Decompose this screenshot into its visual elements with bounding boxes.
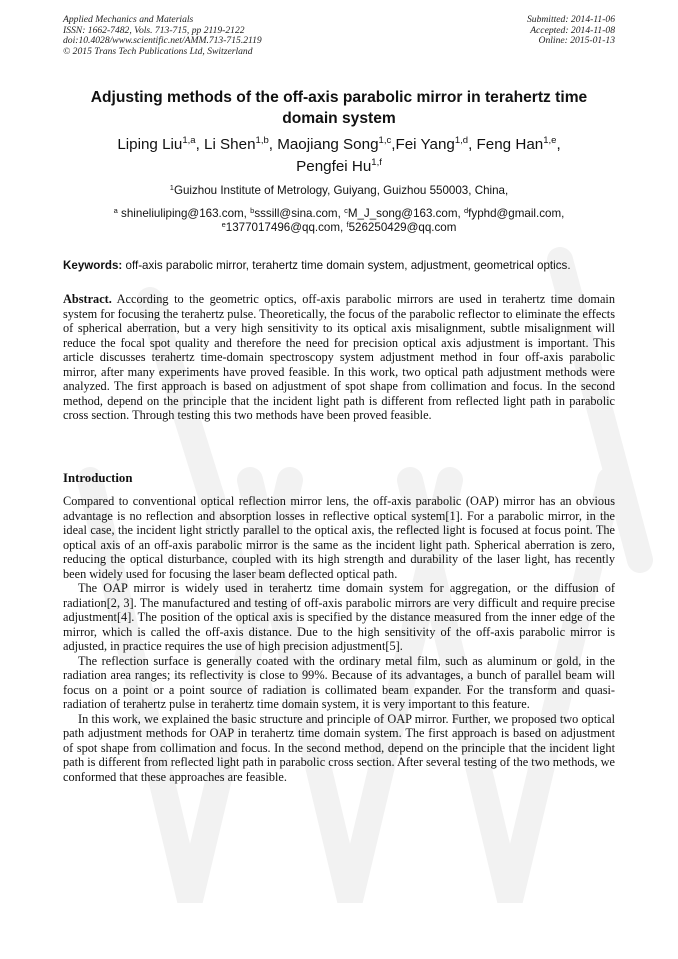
author-separator: ,: [195, 136, 205, 153]
journal-name: Applied Mechanics and Materials: [63, 14, 194, 25]
email-sup: c: [344, 206, 348, 215]
submitted-date: Submitted: 2014-11-06: [526, 14, 615, 25]
email-address: 526250429@qq.com: [348, 221, 457, 235]
author-separator: ,: [268, 136, 278, 153]
email-address: fyphd@gmail.com,: [468, 207, 565, 220]
email-address: M_J_song@163.com,: [347, 207, 461, 220]
email-sup: a: [113, 206, 118, 215]
keywords-text: off-axis parabolic mirror, terahertz time domain system, adjustment, geometrical optics.: [125, 259, 571, 272]
journal-doi: doi:10.4028/www.scientific.net/AMM.713-715.2119: [63, 35, 262, 47]
accepted-date: Accepted: 2014-11-08: [530, 24, 615, 36]
author-affil-sup: 1,f: [371, 157, 382, 168]
introduction-body: [63, 494, 615, 784]
introduction-paragraph: The OAP mirror is widely used in terahertz time domain system for aggregation, or the diffusion of radiation[2, 3]. The manufactured and testing of off-axis parabolic mirrors are very difficult and require precise adjustment[4]. The position of the optical axis is specified by the distance measured from the inner edge of the mirror, which is called the off-axis distance. Due to the high sensitivity of the off-axis parabolic mirror is adjusted, in practice requires the use of high precision adjustment[5].: [63, 581, 615, 653]
abstract: [63, 292, 615, 423]
email-address: shineliuliping@163.com,: [121, 207, 247, 220]
author-affil-sup: 1,d: [454, 135, 469, 146]
journal-issn: ISSN: 1662-7482, Vols. 713-715, pp 2119-2122: [63, 24, 245, 36]
keywords-label: Keywords:: [63, 259, 123, 272]
email-address: 1377017496@qq.com,: [225, 221, 344, 235]
author-emails: [63, 207, 615, 236]
email-sup: b: [250, 206, 255, 215]
journal-header-left: [63, 15, 262, 57]
author-name: Li Shen: [204, 136, 256, 153]
author-list: [63, 134, 615, 178]
author-name: Pengfei Hu: [296, 158, 372, 175]
paper-title: Adjusting methods of the off-axis parabolic mirror in terahertz time domain system: [90, 89, 588, 127]
author-name: Maojiang Song: [277, 136, 379, 153]
email-address: sssill@sina.com,: [254, 207, 341, 220]
affiliation-sup: 1: [169, 183, 174, 192]
email-sup: e: [221, 220, 226, 230]
author-separator: ,: [468, 136, 477, 153]
introduction-paragraph: In this work, we explained the basic structure and principle of OAP mirror. Further, we proposed two optical path adjustment methods for OAP in terahertz time domain system. The first approach is based on adjustment of spot shape from collimation and focus. In the second method, depend on the principle that the incident light path is different from reflected light path in parabolic cross section. After several testing of the two methods, we conformed that these approaches are feasible.: [63, 711, 615, 784]
author-affil-sup: 1,b: [255, 135, 269, 146]
affiliation: [63, 184, 615, 198]
abstract-text: According to the geometric optics, off-axis parabolic mirrors are used in terahertz time domain system for focusing the terahertz pulse. Theoretically, the focus of the parabolic reflector to eliminate the effects of spherical aberration, but a very high sensitivity to its optical axis misalignment, subtle misalignment will reduce the focal spot quality and therefore the need for precision optical axis adjustment is important. This article discusses terahertz time-domain spectroscopy system adjustment method in four off-axis parabolic mirror, after many experiments have proved feasible. In this work, two optical path adjustment methods were analyzed. The first approach is based on adjustment of spot shape from collimation and focus. In the second method, depend on the principle that the incident light path is different from reflected light path in parabolic cross section. Through testing this two methods have been proved feasible.: [63, 292, 615, 422]
online-date: Online: 2015-01-13: [538, 35, 615, 47]
journal-header-right: [527, 15, 615, 47]
abstract-label: Abstract.: [63, 292, 112, 306]
author-name: Liping Liu: [117, 136, 183, 153]
keywords: [63, 259, 623, 273]
journal-copyright: © 2015 Trans Tech Publications Ltd, Switzerland: [63, 45, 253, 57]
author-name: Fei Yang: [395, 136, 455, 153]
author-separator: ,: [391, 136, 396, 153]
email-sup: f: [346, 220, 349, 230]
affiliation-text: Guizhou Institute of Metrology, Guiyang, Guizhou 550003, China,: [173, 184, 509, 197]
author-affil-sup: 1,e: [543, 135, 557, 146]
introduction-heading: Introduction: [63, 471, 133, 485]
author-affil-sup: 1,a: [182, 135, 196, 146]
author-separator: ,: [556, 136, 561, 153]
author-affil-sup: 1,c: [378, 135, 392, 146]
introduction-paragraph: Compared to conventional optical reflection mirror lens, the off-axis parabolic (OAP) mirror has an obvious advantage is no reflection and absorption losses in reflective optical system[1]. For a parabolic mirror, in the ideal case, the incident light strictly parallel to the optical axis, the reflected light is focused at focus point. The optical axis of an off-axis parabolic mirror is the same as the incident light path. Spherical aberration is zero, reducing the optical disturbance, coupled with its high strength and durability of the laser light, has recently been widely used for focusing the laser beam deflected optical path.: [63, 494, 615, 581]
email-sup: d: [464, 206, 469, 215]
introduction-paragraph: The reflection surface is generally coated with the ordinary metal film, such as aluminum or gold, in the radiation area ranges; its reflectivity is close to 99%. Because of its advantages, a bunch of parallel beam will focus on a point or a point source of radiation is collimated beam expander. For the transform and quasi-radiation of terahertz pulse in terahertz time domain system, it is very important to this feature.: [63, 653, 615, 711]
author-name: Feng Han: [476, 136, 544, 153]
